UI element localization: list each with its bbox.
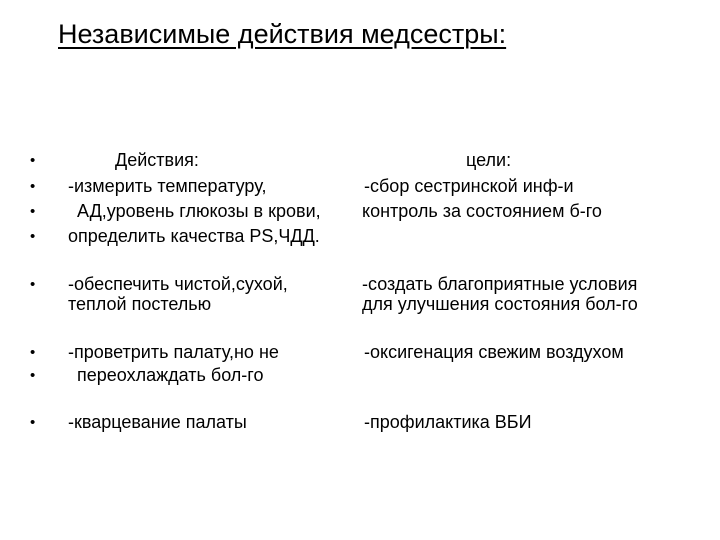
goal-item: контроль за состоянием б-го <box>362 201 602 221</box>
action-item: -проветрить палату,но не <box>68 342 279 362</box>
action-item: переохлаждать бол-го <box>77 365 264 385</box>
goal-item: -создать благоприятные условия <box>362 274 638 294</box>
bullet: • <box>30 203 36 220</box>
action-item: определить качества PS,ЧДД. <box>68 226 320 246</box>
bullet: • <box>30 367 36 384</box>
bullet: • <box>30 228 36 245</box>
action-item: -измерить температуру, <box>68 176 267 196</box>
goals-column-header: цели: <box>466 150 512 170</box>
bullet: • <box>30 276 36 293</box>
action-item: -обеспечить чистой,сухой, <box>68 274 288 294</box>
action-item: АД,уровень глюкозы в крови, <box>77 201 321 221</box>
bullet: • <box>30 152 36 169</box>
actions-column-header: Действия: <box>115 150 199 170</box>
action-item: -кварцевание палаты <box>68 412 247 432</box>
bullet: • <box>30 178 36 195</box>
goal-item: -оксигенация свежим воздухом <box>364 342 624 362</box>
slide-title: Независимые действия медсестры: <box>58 19 507 49</box>
goal-item: -профилактика ВБИ <box>364 412 532 432</box>
action-item-continuation: теплой постелью <box>68 294 212 314</box>
bullet: • <box>30 414 36 431</box>
bullet: • <box>30 344 36 361</box>
goal-item: -сбор сестринской инф-и <box>364 176 574 196</box>
goal-item-continuation: для улучшения состояния бол-го <box>362 294 638 314</box>
